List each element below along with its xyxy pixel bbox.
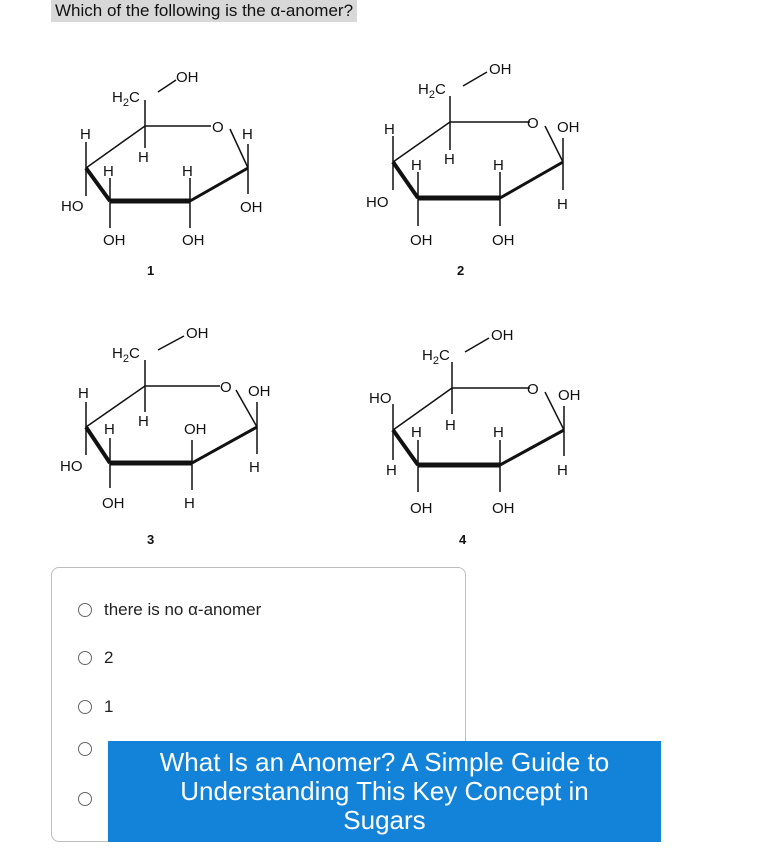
svg-text:H: H <box>184 495 195 512</box>
svg-text:H: H <box>411 424 422 441</box>
svg-text:OH: OH <box>410 232 433 249</box>
svg-text:HO: HO <box>366 194 389 211</box>
svg-text:OH: OH <box>410 500 433 517</box>
svg-text:HO: HO <box>369 390 392 407</box>
radio-button[interactable] <box>78 651 92 665</box>
svg-text:H2C: $H_2C$ <box>418 81 446 101</box>
radio-button[interactable] <box>78 742 92 756</box>
radio-button[interactable] <box>78 700 92 714</box>
svg-text:H: H <box>411 157 422 174</box>
label-h: H <box>138 149 149 166</box>
option-1[interactable] <box>78 697 113 717</box>
label-h2c: $H_2C$ <box>112 89 140 109</box>
radio-button[interactable] <box>78 603 92 617</box>
svg-text:H: H <box>384 121 395 138</box>
svg-text:O: O <box>527 381 539 398</box>
svg-text:OH: OH <box>102 495 125 512</box>
structure-number: 4 <box>459 532 467 547</box>
label-oh: OH <box>182 232 205 249</box>
svg-text:H: H <box>249 459 260 476</box>
svg-text:H: H <box>445 417 456 434</box>
svg-text:OH: OH <box>184 421 207 438</box>
label-oh: OH <box>176 69 199 86</box>
svg-text:OH: OH <box>186 325 209 342</box>
svg-text:H: H <box>557 462 568 479</box>
option-2[interactable] <box>78 648 113 668</box>
svg-text:OH: OH <box>492 500 515 517</box>
option-label: 1 <box>104 697 114 716</box>
svg-text:H: H <box>557 196 568 213</box>
svg-text:OH: OH <box>492 232 515 249</box>
structure-4 <box>393 338 564 492</box>
option-5[interactable] <box>78 792 104 806</box>
structure-number: 1 <box>147 263 155 278</box>
svg-text:OH: OH <box>489 61 512 78</box>
svg-text:OH: OH <box>248 383 271 400</box>
svg-text:H2C: $H_2C$ <box>112 345 140 365</box>
svg-text:OH: OH <box>491 327 514 344</box>
label-h: H <box>182 163 193 180</box>
structure-number: 2 <box>457 263 465 278</box>
svg-text:OH: OH <box>558 387 581 404</box>
svg-text:O: O <box>527 115 539 132</box>
question-text: Which of the following is the α-anomer? <box>51 0 357 22</box>
svg-text:H: H <box>104 421 115 438</box>
option-no-alpha-anomer[interactable] <box>78 600 261 620</box>
banner-title: What Is an Anomer? A Simple Guide to Understanding This Key Concept in Sugars <box>159 747 610 835</box>
label-oh: OH <box>240 199 263 216</box>
svg-text:H: H <box>386 462 397 479</box>
radio-button[interactable] <box>78 792 92 806</box>
svg-text:H: H <box>138 413 149 430</box>
svg-text:OH: OH <box>557 119 580 136</box>
label-ring-o: O <box>212 119 224 136</box>
svg-text:O: O <box>220 379 232 396</box>
label-h: H <box>80 126 91 143</box>
label-h: H <box>103 163 114 180</box>
option-4[interactable] <box>78 742 104 756</box>
structure-1 <box>86 80 248 228</box>
label-oh: OH <box>103 232 126 249</box>
article-title-banner <box>108 741 661 842</box>
svg-text:H: H <box>493 424 504 441</box>
option-label: 2 <box>104 648 114 667</box>
label-ho: HO <box>61 198 84 215</box>
structure-number: 3 <box>147 532 155 547</box>
svg-text:H: H <box>493 157 504 174</box>
option-label: there is no α-anomer <box>104 600 262 619</box>
label-h: H <box>242 126 253 143</box>
svg-text:H: H <box>78 385 89 402</box>
svg-text:HO: HO <box>60 458 83 475</box>
svg-text:H: H <box>444 151 455 168</box>
svg-text:H2C: $H_2C$ <box>422 347 450 367</box>
